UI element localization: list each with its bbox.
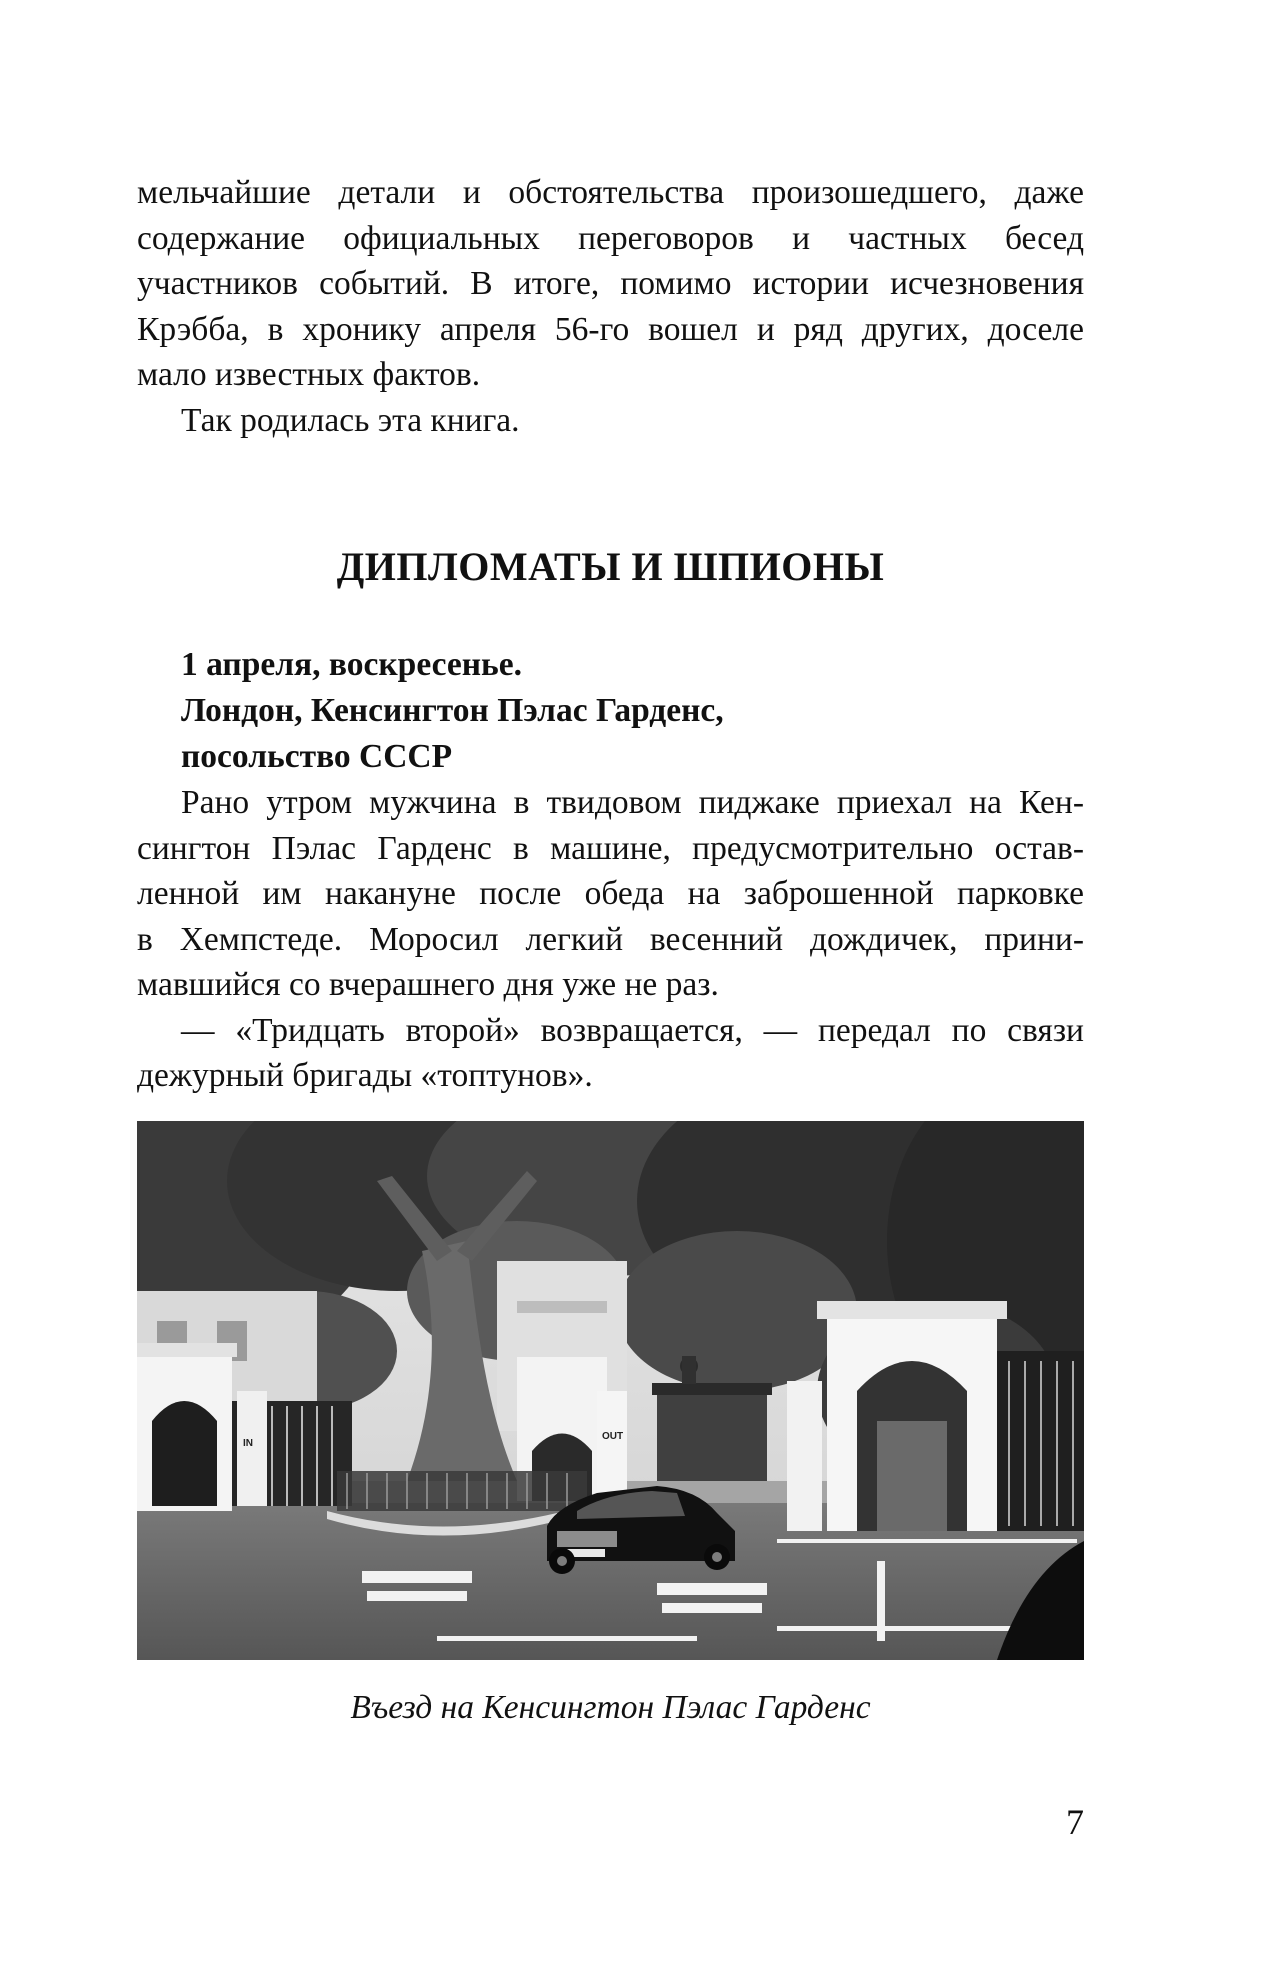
text-line: ленной им накануне после обеда на заброшенной парковке (137, 875, 1084, 912)
dateline-date: 1 апреля, воскресенье. (181, 646, 523, 683)
text-line: Крэбба, в хронику апреля 56-го вошел и ряд других, доселе (137, 310, 1084, 348)
text-line: содержание официальных переговоров и частных бесед (137, 219, 1084, 257)
text-line: мельчайшие детали и обстоятельства произошедшего, даже (137, 174, 1084, 211)
dateline-place: Лондон, Кенсингтон Пэлас Гарденс, (181, 692, 724, 729)
photo-caption: Въезд на Кенсингтон Пэлас Гарденс (350, 1689, 871, 1726)
text-line: мало известных фактов. (137, 356, 481, 393)
intro-paragraph (137, 170, 1084, 443)
closing-sentence: Так родилась эта книга. (181, 401, 520, 439)
text-line: Рано утром мужчина в твидовом пиджаке приехал на Кен- (181, 784, 1084, 821)
gate-sign-out: OUT (602, 1431, 624, 1442)
gate-sign-in: IN (243, 1438, 253, 1449)
page-number: 7 (1066, 1802, 1084, 1842)
text-line: участников событий. В итоге, помимо истории исчезновения (137, 265, 1084, 302)
photo-kensington-gates (137, 1121, 1084, 1660)
text-line: мавшийся со вчерашнего дня уже не раз. (137, 966, 719, 1003)
dialogue-line: — «Тридцать второй» возвращается, — передал по связи (181, 1011, 1084, 1049)
text-line: сингтон Пэлас Гарденс в машине, предусмотрительно остав- (137, 829, 1084, 867)
body-paragraph (137, 780, 1084, 1099)
text-line: в Хемпстеде. Моросил легкий весенний дождичек, прини- (137, 920, 1084, 958)
dialogue-line: дежурный бригады «топтунов». (137, 1057, 593, 1094)
chapter-title: ДИПЛОМАТЫ И ШПИОНЫ (336, 544, 885, 589)
dateline-venue: посольство СССР (181, 738, 453, 775)
dateline (181, 642, 1081, 780)
